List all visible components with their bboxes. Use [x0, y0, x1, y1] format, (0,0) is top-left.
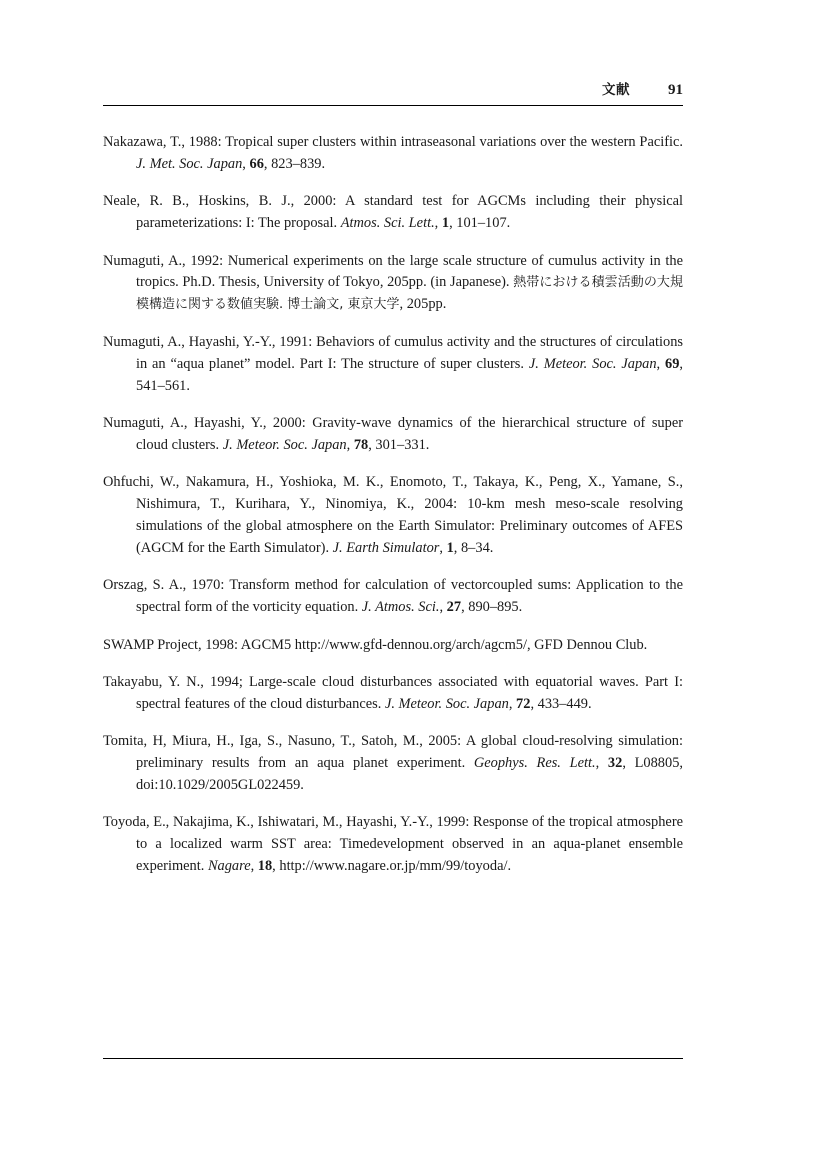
running-header-label: 文献 [602, 82, 630, 97]
reference-list [103, 132, 683, 878]
ref-numaguti-1992: Numaguti, A., 1992: Numerical experiments on the large scale structure of cumulus activity in the tropics. Ph.D. Thesis, University of Tokyo, 205pp. (in Japanese). 熱帯における積雲活動の大規模構造に関する数値実験. 博士論文, 東京大学, 205pp. [103, 252, 683, 313]
ref-takayabu-1994: Takayabu, Y. N., 1994; Large-scale cloud disturbances associated with equatorial waves. Part I: spectral features of the cloud disturbances. J. Meteor. Soc. Japan, 72, 433–449. [103, 673, 683, 712]
ref-nakazawa-1988: Nakazawa, T., 1988: Tropical super clusters within intraseasonal variations over the western Pacific. J. Met. Soc. Japan, 66, 823–839. [103, 134, 683, 172]
running-header [103, 78, 683, 105]
ref-toyoda-1999: Toyoda, E., Nakajima, K., Ishiwatari, M., Hayashi, Y.-Y., 1999: Response of the tropical atmosphere to a localized warm SST area: Timedevelopment observed in an aqua-planet ensemble experiment. Nagare, 18, http://www.nagare.or.jp/mm/99/toyoda/. [103, 814, 683, 875]
ref-neale-hoskins-2000: Neale, R. B., Hoskins, B. J., 2000: A standard test for AGCMs including their physical parameterizations: I: The proposal. Atmos. Sci. Lett., 1, 101–107. [103, 193, 683, 232]
ref-orszag-1970: Orszag, S. A., 1970: Transform method for calculation of vectorcoupled sums: Application to the spectral form of the vorticity equation. J. Atmos. Sci., 27, 890–895. [103, 577, 683, 616]
page-number: 91 [668, 82, 683, 98]
ref-numaguti-hayashi-2000: Numaguti, A., Hayashi, Y., 2000: Gravity-wave dynamics of the hierarchical structure of super cloud clusters. J. Meteor. Soc. Japan, 78, 301–331. [103, 414, 683, 453]
ref-ohfuchi-2004: Ohfuchi, W., Nakamura, H., Yoshioka, M. K., Enomoto, T., Takaya, K., Peng, X., Yamane, S., Nishimura, T., Kurihara, Y., Ninomiya, K., 2004: 10-km mesh meso-scale resolving simulations of the global atmosphere on the Earth Simulator: Preliminary outcomes of AFES (AGCM for the Earth Simulator). J. Earth Simulator, 1, 8–34. [103, 474, 683, 556]
footer-rule [103, 1058, 683, 1059]
header-rule [103, 105, 683, 106]
ref-tomita-2005: Tomita, H, Miura, H., Iga, S., Nasuno, T., Satoh, M., 2005: A global cloud-resolving simulation: preliminary results from an aqua planet experiment. Geophys. Res. Lett., 32, L08805, doi:10.1029/2005GL022459. [103, 733, 683, 793]
ref-numaguti-hayashi-1991: Numaguti, A., Hayashi, Y.-Y., 1991: Behaviors of cumulus activity and the structures of circulations in an “aqua planet” model. Part I: The structure of super clusters. J. Meteor. Soc. Japan, 69, 541–561. [103, 333, 683, 394]
page-content [103, 78, 683, 878]
ref-swamp-1998: SWAMP Project, 1998: AGCM5 http://www.gfd-dennou.org/arch/agcm5/, GFD Dennou Club. [103, 636, 648, 653]
